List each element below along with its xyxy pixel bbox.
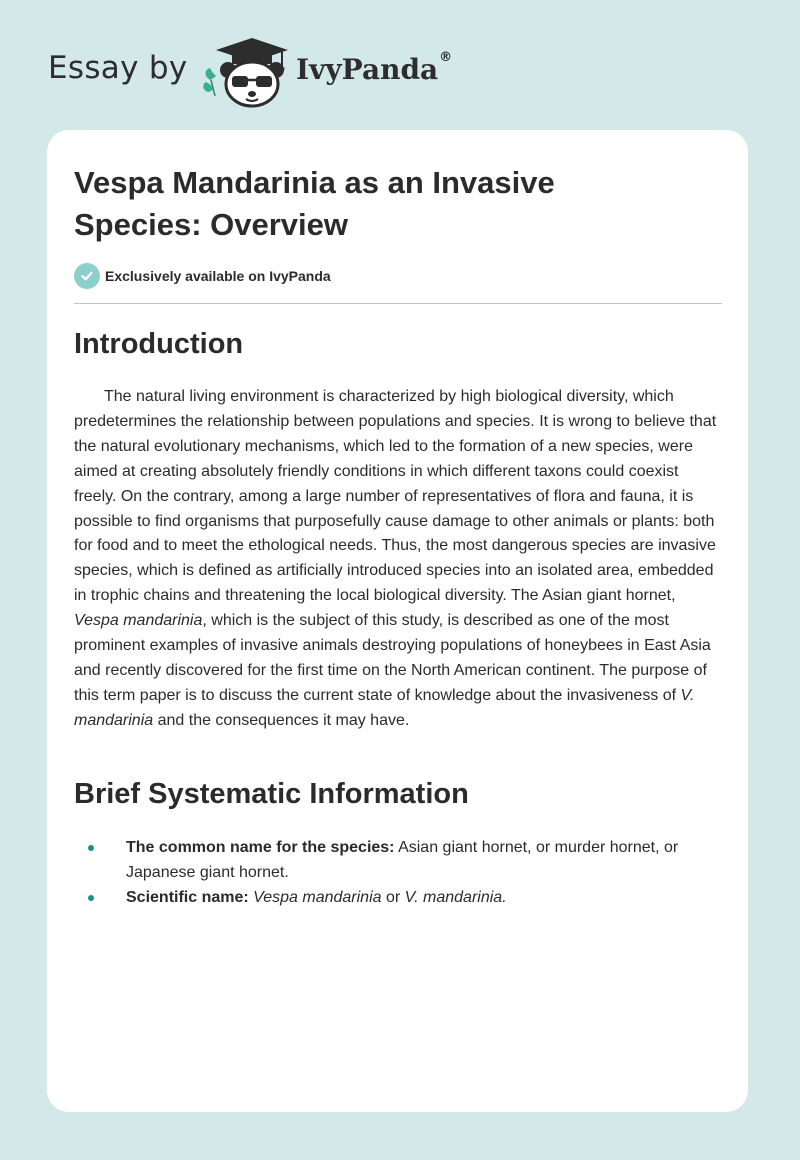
registered-mark: ® <box>439 50 453 65</box>
systematic-info-list <box>74 835 724 910</box>
site-header <box>48 36 508 108</box>
essay-by-label: Essay by <box>48 50 188 86</box>
list-item: Scientific name: Vespa mandarinia or V. mandarinia. <box>74 885 724 910</box>
article-card <box>47 130 748 1112</box>
introduction-paragraph: The natural living environment is characterized by high biological diversity, which predetermines the relationship between populations and species. It is wrong to believe that the natural evolutionary mechanisms, which led to the formation of a new species, were aimed at creating absolutely friendly conditions in which different taxons could coexist freely. On the contrary, among a large number of representatives of flora and fauna, it is possible to find organisms that purposefully cause damage to other animals or plants: both for food and to meet the ethological needs. Thus, the most dangerous species are invasive species, which is defined as artificially introduced species into an isolated area, embedded in trophic chains and threatening the local biological diversity. The Asian giant hornet, Vespa mandarinia, which is the subject of this study, is described as one of the most prominent examples of invasive animals destroying populations of honeybees in East Asia and recently discovered for the first time on the North American continent. The purpose of this term paper is to discuss the current state of knowledge about the invasiveness of V. mandarinia and the consequences it may have. <box>74 388 717 729</box>
exclusive-badge-text: Exclusively available on IvyPanda <box>105 268 331 284</box>
brand-name[interactable]: IvyPanda® <box>296 50 453 86</box>
list-item <box>74 835 724 885</box>
bullet-icon <box>88 895 94 901</box>
species-abbrev-italic: V. mandarinia <box>74 686 695 729</box>
list-item-label: The common name for the species: <box>126 839 395 856</box>
introduction-heading: Introduction <box>74 328 244 360</box>
systematic-info-heading: Brief Systematic Information <box>74 778 469 810</box>
list-item-text: Asian giant hornet, or murder hornet, or Japanese giant hornet. <box>126 839 679 881</box>
exclusive-badge <box>74 263 331 289</box>
title-divider <box>74 303 722 304</box>
bullet-icon <box>88 845 94 851</box>
list-item-label: Scientific name: <box>126 889 249 906</box>
check-circle-icon <box>74 263 100 289</box>
page-title: Vespa Mandarinia as an Invasive Species: Overview <box>74 165 555 242</box>
species-name-italic: Vespa mandarinia <box>74 612 203 630</box>
panda-graduate-logo-icon[interactable] <box>202 36 294 108</box>
